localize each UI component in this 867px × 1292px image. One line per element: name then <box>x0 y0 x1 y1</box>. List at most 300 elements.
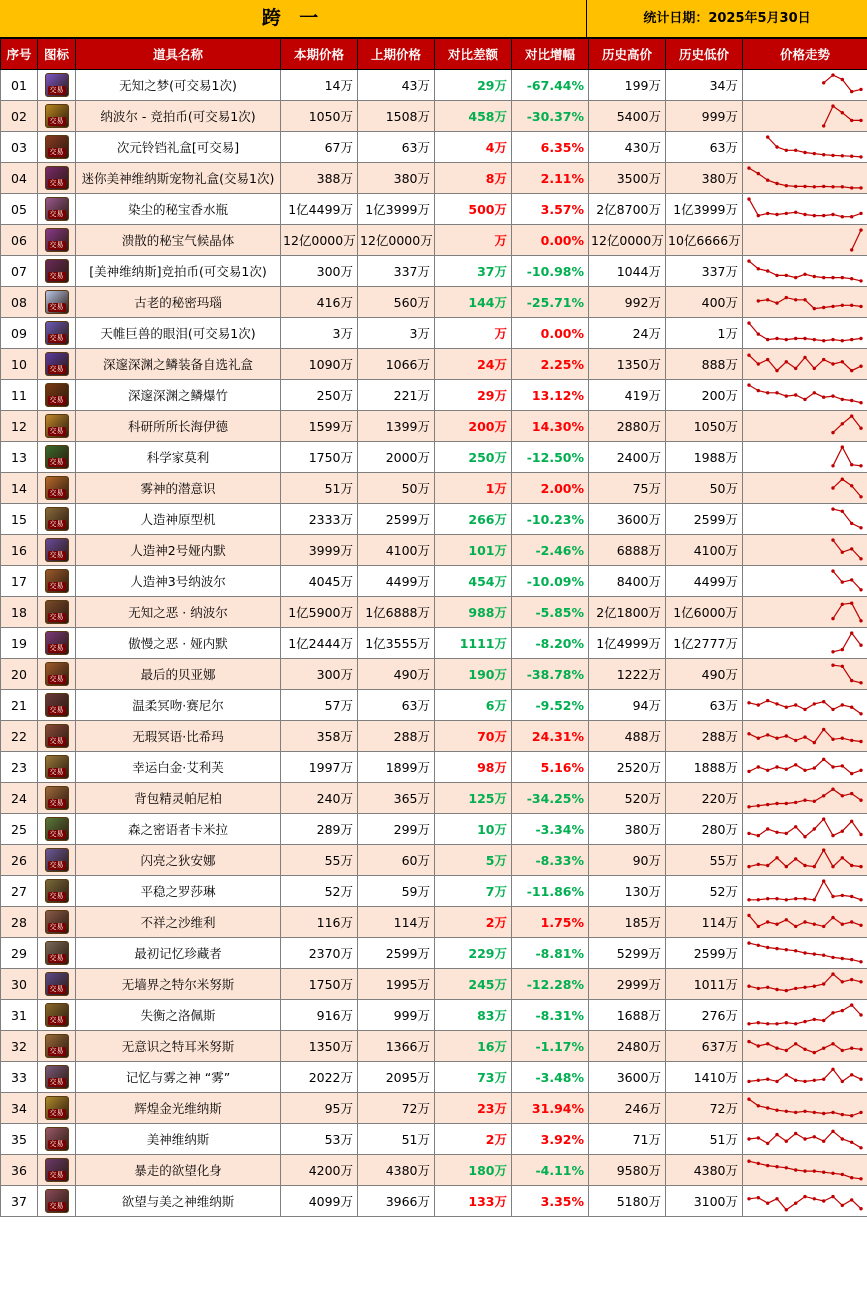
trade-tag: 交易 <box>49 365 64 373</box>
trend-point <box>813 952 816 955</box>
history-low: 220万 <box>666 783 743 814</box>
item-name: 背包精灵帕尼柏 <box>76 783 281 814</box>
trend-point <box>859 681 862 684</box>
item-name: 最后的贝亚娜 <box>76 659 281 690</box>
trend-point <box>747 259 750 262</box>
trend-point <box>850 1176 853 1179</box>
item-icon-cell <box>38 938 76 969</box>
trend-point <box>766 358 769 361</box>
price-trend-sparkline <box>743 442 867 472</box>
item-icon <box>45 879 69 903</box>
trend-point <box>803 920 806 923</box>
trade-tag: 交易 <box>49 706 64 714</box>
price-trend-cell <box>743 783 867 814</box>
trend-point <box>803 1169 806 1172</box>
previous-price: 1亿6888万 <box>358 597 435 628</box>
trend-point <box>766 338 769 341</box>
trend-point <box>813 367 816 370</box>
trend-point <box>859 186 862 189</box>
trend-line <box>833 665 861 683</box>
trend-point <box>747 732 750 735</box>
trend-point <box>822 758 825 761</box>
trend-point <box>794 185 797 188</box>
trend-point <box>841 764 844 767</box>
history-high: 12亿0000万 <box>589 225 666 256</box>
history-high: 8400万 <box>589 566 666 597</box>
item-name: 无意识之特耳米努斯 <box>76 1031 281 1062</box>
row-number: 15 <box>1 504 38 535</box>
trend-point <box>822 396 825 399</box>
trend-point <box>813 766 816 769</box>
trend-point <box>850 631 853 634</box>
history-high: 1044万 <box>589 256 666 287</box>
trend-point <box>757 737 760 740</box>
trend-point <box>831 664 834 667</box>
previous-price: 288万 <box>358 721 435 752</box>
trend-point <box>747 701 750 704</box>
price-difference: 454万 <box>435 566 512 597</box>
price-trend-cell <box>743 597 867 628</box>
item-name: 溃散的秘宝气候晶体 <box>76 225 281 256</box>
trend-point <box>822 982 825 985</box>
trend-point <box>850 602 853 605</box>
trend-line <box>749 789 861 807</box>
price-change-percent: 6.35% <box>512 132 589 163</box>
previous-price: 560万 <box>358 287 435 318</box>
price-change-percent: 3.57% <box>512 194 589 225</box>
trend-point <box>831 1172 834 1175</box>
history-high: 2999万 <box>589 969 666 1000</box>
price-trend-cell <box>743 969 867 1000</box>
price-change-percent: -5.85% <box>512 597 589 628</box>
item-icon <box>45 972 69 996</box>
trend-point <box>775 1047 778 1050</box>
trend-point <box>850 215 853 218</box>
trend-point <box>859 799 862 802</box>
trend-point <box>831 650 834 653</box>
history-high: 1亿4999万 <box>589 628 666 659</box>
trend-point <box>757 267 760 270</box>
price-trend-sparkline <box>743 70 867 100</box>
trend-point <box>822 81 825 84</box>
item-icon-cell <box>38 380 76 411</box>
price-trend-cell <box>743 938 867 969</box>
trend-point <box>850 578 853 581</box>
trend-point <box>794 1022 797 1025</box>
item-icon <box>45 662 69 686</box>
trend-point <box>841 737 844 740</box>
trend-point <box>785 948 788 951</box>
trend-point <box>822 1199 825 1202</box>
trend-point <box>794 925 797 928</box>
trend-point <box>850 739 853 742</box>
price-change-percent: -10.09% <box>512 566 589 597</box>
price-change-percent: 24.31% <box>512 721 589 752</box>
trend-point <box>803 835 806 838</box>
trend-point <box>813 338 816 341</box>
item-icon-cell <box>38 225 76 256</box>
trade-tag: 交易 <box>49 644 64 652</box>
trend-point <box>794 1202 797 1205</box>
current-price: 250万 <box>281 380 358 411</box>
trend-point <box>822 848 825 851</box>
price-difference: 190万 <box>435 659 512 690</box>
trend-point <box>859 365 862 368</box>
price-trend-cell <box>743 628 867 659</box>
table-row <box>1 1093 867 1124</box>
price-trend-sparkline <box>743 349 867 379</box>
trend-point <box>785 918 788 921</box>
item-name: 无知之恶 · 纳波尔 <box>76 597 281 628</box>
trend-point <box>841 1080 844 1083</box>
trend-point <box>831 916 834 919</box>
row-number: 18 <box>1 597 38 628</box>
history-high: 71万 <box>589 1124 666 1155</box>
price-trend-cell <box>743 256 867 287</box>
previous-price: 4380万 <box>358 1155 435 1186</box>
trend-point <box>785 274 788 277</box>
price-trend-cell <box>743 690 867 721</box>
item-icon-cell <box>38 163 76 194</box>
trend-point <box>813 800 816 803</box>
trend-point <box>803 1110 806 1113</box>
trade-tag: 交易 <box>49 396 64 404</box>
price-difference: 1万 <box>435 473 512 504</box>
trend-point <box>757 834 760 837</box>
price-difference: 101万 <box>435 535 512 566</box>
trend-point <box>850 792 853 795</box>
item-icon <box>45 1158 69 1182</box>
price-difference: 2万 <box>435 1124 512 1155</box>
previous-price: 51万 <box>358 1124 435 1155</box>
trend-point <box>831 865 834 868</box>
trend-point <box>850 864 853 867</box>
item-icon-cell <box>38 70 76 101</box>
price-difference: 10万 <box>435 814 512 845</box>
item-icon <box>45 259 69 283</box>
trend-point <box>831 154 834 157</box>
history-high: 246万 <box>589 1093 666 1124</box>
trend-point <box>831 1011 834 1014</box>
item-name: 古老的秘密玛瑙 <box>76 287 281 318</box>
trend-point <box>841 980 844 983</box>
trend-point <box>813 214 816 217</box>
price-table-body <box>1 70 867 1217</box>
price-trend-sparkline <box>743 566 867 596</box>
previous-price: 999万 <box>358 1000 435 1031</box>
trend-point <box>766 212 769 215</box>
trade-tag: 交易 <box>49 799 64 807</box>
price-difference: 24万 <box>435 349 512 380</box>
table-row <box>1 566 867 597</box>
trend-point <box>831 1195 834 1198</box>
history-high: 1350万 <box>589 349 666 380</box>
price-difference: 250万 <box>435 442 512 473</box>
row-number: 36 <box>1 1155 38 1186</box>
trend-point <box>859 712 862 715</box>
trend-line <box>833 447 861 466</box>
trend-point <box>785 832 788 835</box>
item-name: 纳波尔 - 竞拍币(可交易1次) <box>76 101 281 132</box>
price-change-percent: 14.30% <box>512 411 589 442</box>
history-high: 185万 <box>589 907 666 938</box>
row-number: 13 <box>1 442 38 473</box>
trade-tag: 交易 <box>49 458 64 466</box>
trend-point <box>822 954 825 957</box>
item-icon <box>45 1096 69 1120</box>
history-high: 2480万 <box>589 1031 666 1062</box>
trend-point <box>831 834 834 837</box>
trend-point <box>803 1195 806 1198</box>
trend-point <box>803 1080 806 1083</box>
report-title: 跨 一 <box>0 0 587 37</box>
trend-point <box>757 362 760 365</box>
trend-point <box>841 1204 844 1207</box>
trend-point <box>850 920 853 923</box>
trend-point <box>859 1048 862 1051</box>
row-number: 32 <box>1 1031 38 1062</box>
trend-point <box>785 1110 788 1113</box>
trend-point <box>850 895 853 898</box>
trend-point <box>831 1068 834 1071</box>
price-trend-cell <box>743 225 867 256</box>
item-icon-cell <box>38 1062 76 1093</box>
trend-point <box>850 338 853 341</box>
trend-point <box>766 864 769 867</box>
trend-point <box>747 898 750 901</box>
price-trend-sparkline <box>743 814 867 844</box>
trend-line <box>749 881 861 900</box>
trend-point <box>841 794 844 797</box>
trend-point <box>859 337 862 340</box>
trend-point <box>859 1177 862 1180</box>
trend-point <box>822 1019 825 1022</box>
history-low: 637万 <box>666 1031 743 1062</box>
previous-price: 63万 <box>358 690 435 721</box>
trend-point <box>813 865 816 868</box>
previous-price: 1508万 <box>358 101 435 132</box>
current-price: 1亿2444万 <box>281 628 358 659</box>
trend-point <box>859 960 862 963</box>
price-change-percent: -10.23% <box>512 504 589 535</box>
trend-point <box>785 1021 788 1024</box>
price-change-percent: -10.98% <box>512 256 589 287</box>
trend-point <box>785 1208 788 1211</box>
trend-point <box>822 1171 825 1174</box>
trend-point <box>775 182 778 185</box>
trend-point <box>785 865 788 868</box>
trend-point <box>813 275 816 278</box>
trend-point <box>757 1162 760 1165</box>
trend-point <box>766 135 769 138</box>
history-low: 4100万 <box>666 535 743 566</box>
item-icon <box>45 600 69 624</box>
trade-tag: 交易 <box>49 303 64 311</box>
trend-point <box>785 734 788 737</box>
trend-point <box>775 702 778 705</box>
trend-point <box>859 924 862 927</box>
history-low: 1988万 <box>666 442 743 473</box>
price-change-percent: -1.17% <box>512 1031 589 1062</box>
item-icon-cell <box>38 504 76 535</box>
history-low: 400万 <box>666 287 743 318</box>
trend-point <box>859 588 862 591</box>
current-price: 116万 <box>281 907 358 938</box>
previous-price: 3966万 <box>358 1186 435 1217</box>
trend-point <box>794 1042 797 1045</box>
item-icon-cell <box>38 287 76 318</box>
trend-point <box>794 987 797 990</box>
item-icon <box>45 228 69 252</box>
trend-point <box>766 1142 769 1145</box>
history-low: 2599万 <box>666 504 743 535</box>
trend-point <box>794 1132 797 1135</box>
trend-point <box>747 832 750 835</box>
history-high: 3600万 <box>589 1062 666 1093</box>
current-price: 95万 <box>281 1093 358 1124</box>
trade-tag: 交易 <box>49 1140 64 1148</box>
item-icon <box>45 507 69 531</box>
table-row <box>1 938 867 969</box>
history-low: 55万 <box>666 845 743 876</box>
trade-tag: 交易 <box>49 613 64 621</box>
price-trend-sparkline <box>743 411 867 441</box>
trend-point <box>850 90 853 93</box>
trend-point <box>803 951 806 954</box>
price-difference: 万 <box>435 318 512 349</box>
trend-point <box>747 985 750 988</box>
trend-point <box>822 794 825 797</box>
price-trend-sparkline <box>743 969 867 999</box>
price-trend-cell <box>743 132 867 163</box>
item-icon <box>45 352 69 376</box>
price-trend-sparkline <box>743 380 867 410</box>
item-icon-cell <box>38 1093 76 1124</box>
trend-point <box>757 703 760 706</box>
price-difference: 6万 <box>435 690 512 721</box>
item-icon <box>45 538 69 562</box>
trade-tag: 交易 <box>49 1047 64 1055</box>
price-trend-cell <box>743 814 867 845</box>
trend-point <box>813 1111 816 1114</box>
trade-tag: 交易 <box>49 923 64 931</box>
trend-point <box>831 104 834 107</box>
trend-point <box>813 923 816 926</box>
price-trend-cell <box>743 101 867 132</box>
trend-point <box>831 276 834 279</box>
trend-point <box>803 1020 806 1023</box>
previous-price: 1899万 <box>358 752 435 783</box>
trend-point <box>775 856 778 859</box>
history-high: 419万 <box>589 380 666 411</box>
previous-price: 50万 <box>358 473 435 504</box>
trend-point <box>859 401 862 404</box>
previous-price: 114万 <box>358 907 435 938</box>
trend-point <box>859 644 862 647</box>
item-icon-cell <box>38 535 76 566</box>
current-price: 53万 <box>281 1124 358 1155</box>
trend-point <box>775 988 778 991</box>
trend-point <box>803 273 806 276</box>
trend-point <box>841 1009 844 1012</box>
trend-point <box>757 1021 760 1024</box>
price-change-percent: 1.75% <box>512 907 589 938</box>
trend-point <box>859 495 862 498</box>
history-high: 2880万 <box>589 411 666 442</box>
column-header-trend: 价格走势 <box>743 39 867 70</box>
item-name: 雾神的潜意识 <box>76 473 281 504</box>
item-name: 次元铃铛礼盒[可交易] <box>76 132 281 163</box>
trend-point <box>822 1078 825 1081</box>
trend-point <box>813 307 816 310</box>
price-trend-cell <box>743 163 867 194</box>
trend-point <box>822 185 825 188</box>
trend-point <box>794 1168 797 1171</box>
price-change-percent: -4.11% <box>512 1155 589 1186</box>
trend-point <box>859 1146 862 1149</box>
history-high: 5180万 <box>589 1186 666 1217</box>
table-row <box>1 1000 867 1031</box>
trend-point <box>775 213 778 216</box>
item-icon-cell <box>38 101 76 132</box>
price-trend-sparkline <box>743 876 867 906</box>
trend-point <box>766 391 769 394</box>
previous-price: 2599万 <box>358 504 435 535</box>
item-icon <box>45 910 69 934</box>
trend-point <box>813 898 816 901</box>
history-low: 4499万 <box>666 566 743 597</box>
history-low: 1万 <box>666 318 743 349</box>
trend-point <box>831 788 834 791</box>
item-name: 记忆与雾之神 “雾” <box>76 1062 281 1093</box>
trade-tag: 交易 <box>49 1171 64 1179</box>
history-high: 9580万 <box>589 1155 666 1186</box>
trade-tag: 交易 <box>49 520 64 528</box>
trade-tag: 交易 <box>49 1016 64 1024</box>
trend-point <box>813 1197 816 1200</box>
trend-point <box>831 305 834 308</box>
item-icon-cell <box>38 907 76 938</box>
item-icon <box>45 755 69 779</box>
item-name: 深邃深渊之鳞爆竹 <box>76 380 281 411</box>
table-row <box>1 969 867 1000</box>
trend-point <box>813 741 816 744</box>
price-difference: 83万 <box>435 1000 512 1031</box>
trend-point <box>859 740 862 743</box>
trend-point <box>794 149 797 152</box>
trend-point <box>803 356 806 359</box>
trend-line <box>749 261 861 281</box>
trend-point <box>785 149 788 152</box>
table-row <box>1 907 867 938</box>
price-trend-sparkline <box>743 1186 867 1216</box>
price-change-percent: 5.16% <box>512 752 589 783</box>
price-trend-cell <box>743 380 867 411</box>
item-name: 温柔冥吻·赛尼尔 <box>76 690 281 721</box>
price-trend-cell <box>743 1155 867 1186</box>
trend-point <box>747 1137 750 1140</box>
previous-price: 59万 <box>358 876 435 907</box>
trend-line <box>749 1197 861 1210</box>
history-low: 1亿2777万 <box>666 628 743 659</box>
table-row <box>1 690 867 721</box>
trend-point <box>747 1098 750 1101</box>
previous-price: 380万 <box>358 163 435 194</box>
trend-point <box>794 949 797 952</box>
current-price: 55万 <box>281 845 358 876</box>
trend-point <box>850 1141 853 1144</box>
trade-tag: 交易 <box>49 427 64 435</box>
